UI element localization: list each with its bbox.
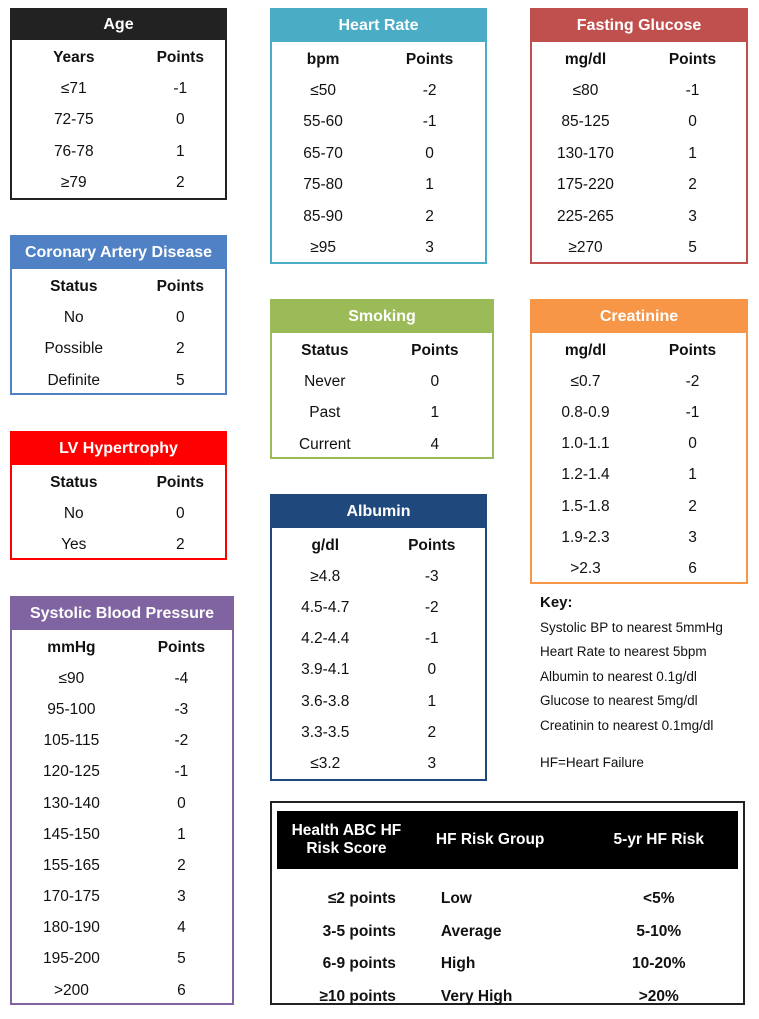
cad-points-table [12, 271, 225, 397]
column-header-range: bpm [306, 50, 340, 68]
risk-score-cell: ≥10 points [319, 988, 396, 1006]
table-row [272, 232, 485, 263]
table-header-row [12, 632, 232, 663]
points-cell: 3 [427, 754, 437, 772]
risk-row [277, 883, 738, 916]
range-cell: ≥79 [60, 174, 87, 192]
range-cell: 3.3-3.5 [301, 723, 350, 741]
points-cell: -4 [174, 669, 189, 687]
key-line: Heart Rate to nearest 5bpm [540, 644, 707, 659]
points-cell: 2 [175, 536, 185, 554]
points-cell: 1 [430, 404, 440, 422]
range-cell: Definite [47, 371, 101, 389]
key-line: Systolic BP to nearest 5mmHg [540, 619, 723, 635]
points-cell: 2 [175, 174, 185, 192]
range-cell: 85-125 [561, 113, 610, 131]
points-cell: 6 [688, 559, 697, 577]
range-cell: 1.2-1.4 [561, 466, 610, 484]
hr-card-title: Heart Rate [272, 10, 485, 42]
column-header-range: Years [53, 48, 95, 66]
hr-points-table [272, 44, 485, 264]
range-cell: No [63, 505, 84, 523]
range-cell: 1.0-1.1 [561, 435, 610, 453]
range-cell: 85-90 [303, 207, 343, 225]
risk-header-5yr: 5-yr HF Risk [613, 831, 704, 848]
table-row [12, 302, 225, 333]
table-row [12, 105, 225, 136]
table-row [272, 429, 492, 460]
age-points-table [12, 42, 225, 199]
table-row [532, 460, 746, 491]
points-cell: -1 [685, 403, 700, 421]
points-cell: 0 [688, 435, 697, 453]
points-cell: 3 [688, 207, 697, 225]
table-row [272, 201, 485, 232]
systolic-blood-pressure-card [10, 596, 234, 1005]
points-cell: 4 [430, 435, 440, 453]
lvh-points-table [12, 467, 225, 561]
points-cell: 2 [427, 723, 437, 741]
range-cell: 3.6-3.8 [301, 692, 350, 710]
table-row [532, 75, 746, 106]
column-header-points: Points [156, 277, 204, 295]
points-cell: -1 [422, 113, 437, 131]
coronary-artery-disease-card [10, 235, 227, 395]
table-row [532, 522, 746, 553]
column-header-range: mg/dl [564, 341, 607, 359]
table-row [272, 655, 485, 686]
table-row [12, 365, 225, 396]
range-cell: ≥270 [568, 239, 603, 257]
risk-score-table [270, 801, 745, 1005]
points-cell: 1 [425, 176, 434, 194]
range-cell: 65-70 [303, 144, 343, 162]
range-cell: 120-125 [42, 763, 100, 781]
table-row [12, 334, 225, 365]
points-cell: 0 [175, 505, 185, 523]
points-cell: 0 [427, 661, 437, 679]
points-cell: -2 [422, 82, 437, 100]
points-cell: 5 [688, 239, 697, 257]
points-cell: 1 [427, 692, 437, 710]
table-row [12, 694, 232, 725]
table-row [532, 170, 746, 201]
smoking-card-title: Smoking [272, 301, 492, 333]
range-cell: No [63, 309, 84, 327]
table-row [12, 136, 225, 167]
points-cell: 2 [177, 856, 186, 874]
points-cell: 4 [177, 919, 186, 937]
table-row [12, 168, 225, 199]
key-footnote: HF=Heart Failure [540, 755, 644, 770]
points-cell: -3 [174, 700, 189, 718]
table-row [12, 913, 232, 944]
range-cell: Never [304, 373, 346, 391]
table-header-row [12, 467, 225, 498]
range-cell: 195-200 [42, 950, 100, 968]
albumin-card-title: Albumin [272, 496, 485, 528]
table-row [12, 726, 232, 757]
range-cell: Yes [61, 536, 87, 554]
fasting-glucose-card [530, 8, 748, 264]
risk-group-cell: Average [440, 922, 502, 940]
table-row [12, 975, 232, 1006]
points-cell: 1 [688, 466, 697, 484]
points-cell: -2 [685, 372, 700, 390]
range-cell: 4.5-4.7 [301, 598, 350, 616]
range-cell: 95-100 [47, 700, 96, 718]
key-line: Glucose to nearest 5mg/dl [540, 693, 698, 708]
range-cell: 72-75 [53, 111, 94, 129]
range-cell: 1.5-1.8 [561, 497, 610, 515]
range-cell: ≥4.8 [310, 567, 341, 585]
range-cell: 130-170 [557, 144, 614, 162]
lvh-card-title: LV Hypertrophy [12, 433, 225, 465]
table-row [272, 366, 492, 397]
range-cell: 180-190 [42, 919, 100, 937]
points-cell: -1 [174, 763, 189, 781]
range-cell: ≤3.2 [310, 754, 341, 772]
column-header-range: g/dl [311, 536, 340, 554]
table-row [272, 624, 485, 655]
points-cell: 2 [688, 497, 697, 515]
column-header-points: Points [156, 473, 204, 491]
risk-group-cell: High [440, 955, 476, 973]
points-cell: 0 [425, 144, 434, 162]
table-row [12, 73, 225, 104]
cad-card-title: Coronary Artery Disease [12, 237, 225, 269]
range-cell: ≤50 [310, 82, 336, 100]
points-cell: 5 [175, 371, 185, 389]
table-row [532, 138, 746, 169]
lv-hypertrophy-card [10, 431, 227, 560]
table-row [12, 498, 225, 529]
column-header-range: mmHg [47, 638, 96, 656]
sbp-points-table [12, 632, 232, 1006]
points-cell: 1 [688, 144, 697, 162]
age-card [10, 8, 227, 200]
table-row [272, 748, 485, 779]
range-cell: 225-265 [557, 207, 614, 225]
column-header-range: Status [50, 473, 98, 491]
points-cell: 3 [425, 239, 434, 257]
points-cell: 0 [177, 794, 186, 812]
key-title: Key: [540, 594, 573, 611]
range-cell: 170-175 [42, 888, 100, 906]
table-row [12, 788, 232, 819]
range-cell: ≤71 [60, 80, 87, 98]
range-cell: 75-80 [303, 176, 343, 194]
range-cell: 3.9-4.1 [301, 661, 350, 679]
table-header-row [272, 530, 485, 561]
risk-spacer [277, 869, 738, 883]
table-row [12, 850, 232, 881]
table-row [12, 530, 225, 561]
table-row [272, 592, 485, 623]
albumin-card [270, 494, 487, 781]
points-cell: -2 [174, 732, 189, 750]
points-cell: 0 [175, 309, 185, 327]
range-cell: ≤90 [58, 669, 85, 687]
table-row [532, 429, 746, 460]
points-cell: 1 [175, 142, 185, 160]
risk-score-cell: ≤2 points [327, 890, 396, 908]
table-header-row [12, 42, 225, 73]
creatinine-points-table [532, 335, 746, 585]
table-row [532, 491, 746, 522]
points-cell: 3 [688, 528, 697, 546]
points-cell: 2 [175, 340, 185, 358]
risk-header-score: Health ABC HF Risk Score [291, 822, 402, 857]
smoking-card [270, 299, 494, 459]
smoking-points-table [272, 335, 492, 461]
risk-score-cell: 3-5 points [322, 922, 396, 940]
risk-group-cell: Very High [440, 988, 513, 1006]
risk-group-cell: Low [440, 890, 472, 908]
points-cell: -1 [173, 80, 188, 98]
table-row [12, 944, 232, 975]
albumin-points-table [272, 530, 485, 780]
key-legend [540, 591, 723, 776]
table-row [12, 819, 232, 850]
risk-percent-cell: <5% [643, 890, 675, 908]
points-cell: 3 [177, 888, 186, 906]
table-row [532, 553, 746, 584]
column-header-points: Points [156, 48, 204, 66]
table-row [532, 366, 746, 397]
range-cell: 155-165 [42, 856, 100, 874]
points-cell: -3 [424, 567, 439, 585]
column-header-points: Points [157, 638, 206, 656]
risk-table-header [277, 811, 738, 869]
column-header-points: Points [411, 341, 459, 359]
creatinine-card [530, 299, 748, 584]
column-header-points: Points [668, 50, 717, 68]
column-header-range: mg/dl [564, 50, 607, 68]
risk-header-group: HF Risk Group [435, 831, 545, 848]
table-row [272, 717, 485, 748]
table-header-row [12, 271, 225, 302]
range-cell: 4.2-4.4 [301, 630, 350, 648]
points-cell: -1 [685, 82, 700, 100]
table-header-row [532, 44, 746, 75]
key-spacer [540, 738, 723, 751]
points-cell: 1 [177, 825, 186, 843]
range-cell: >2.3 [570, 559, 601, 577]
table-row [272, 398, 492, 429]
points-cell: 0 [175, 111, 185, 129]
range-cell: 55-60 [303, 113, 343, 131]
table-header-row [272, 335, 492, 366]
column-header-points: Points [405, 50, 454, 68]
table-row [12, 663, 232, 694]
glucose-points-table [532, 44, 746, 264]
range-cell: Possible [44, 340, 104, 358]
range-cell: 105-115 [43, 732, 100, 750]
range-cell: 76-78 [53, 142, 94, 160]
risk-score-cell: 6-9 points [322, 955, 396, 973]
table-row [532, 201, 746, 232]
table-row [12, 757, 232, 788]
table-row [532, 107, 746, 138]
range-cell: ≥95 [310, 239, 336, 257]
table-row [12, 882, 232, 913]
range-cell: >200 [53, 981, 89, 999]
risk-percent-cell: 10-20% [632, 955, 686, 973]
range-cell: 1.9-2.3 [561, 528, 610, 546]
points-cell: 5 [177, 950, 186, 968]
table-row [272, 138, 485, 169]
points-cell: 0 [430, 373, 440, 391]
range-cell: 175-220 [557, 176, 614, 194]
heart-rate-card [270, 8, 487, 264]
key-line: Creatinin to nearest 0.1mg/dl [540, 717, 714, 733]
points-cell: 2 [688, 176, 697, 194]
table-row [532, 232, 746, 263]
table-row [272, 75, 485, 106]
sbp-card-title: Systolic Blood Pressure [12, 598, 232, 630]
risk-row [277, 981, 738, 1014]
points-cell: -1 [424, 630, 439, 648]
key-line: Albumin to nearest 0.1g/dl [540, 668, 697, 684]
creatinine-card-title: Creatinine [532, 301, 746, 333]
column-header-points: Points [668, 341, 717, 359]
points-cell: 0 [688, 113, 697, 131]
points-cell: 2 [425, 207, 434, 225]
range-cell: Current [298, 435, 351, 453]
risk-row [277, 916, 738, 949]
column-header-range: Status [50, 277, 98, 295]
column-header-range: Status [301, 341, 349, 359]
table-header-row [272, 44, 485, 75]
column-header-points: Points [408, 536, 456, 554]
points-cell: -2 [424, 598, 439, 616]
range-cell: 0.8-0.9 [561, 403, 610, 421]
range-cell: 145-150 [42, 825, 100, 843]
risk-percent-cell: 5-10% [636, 922, 682, 940]
range-cell: Past [309, 404, 341, 422]
table-row [272, 170, 485, 201]
table-row [272, 107, 485, 138]
glucose-card-title: Fasting Glucose [532, 10, 746, 42]
risk-row [277, 948, 738, 981]
range-cell: ≤80 [572, 82, 599, 100]
range-cell: ≤0.7 [570, 372, 601, 390]
range-cell: 130-140 [42, 794, 100, 812]
risk-percent-cell: >20% [638, 988, 679, 1006]
table-row [272, 686, 485, 717]
table-row [272, 561, 485, 592]
points-cell: 6 [177, 981, 186, 999]
age-card-title: Age [12, 10, 225, 40]
table-row [532, 397, 746, 428]
table-header-row [532, 335, 746, 366]
